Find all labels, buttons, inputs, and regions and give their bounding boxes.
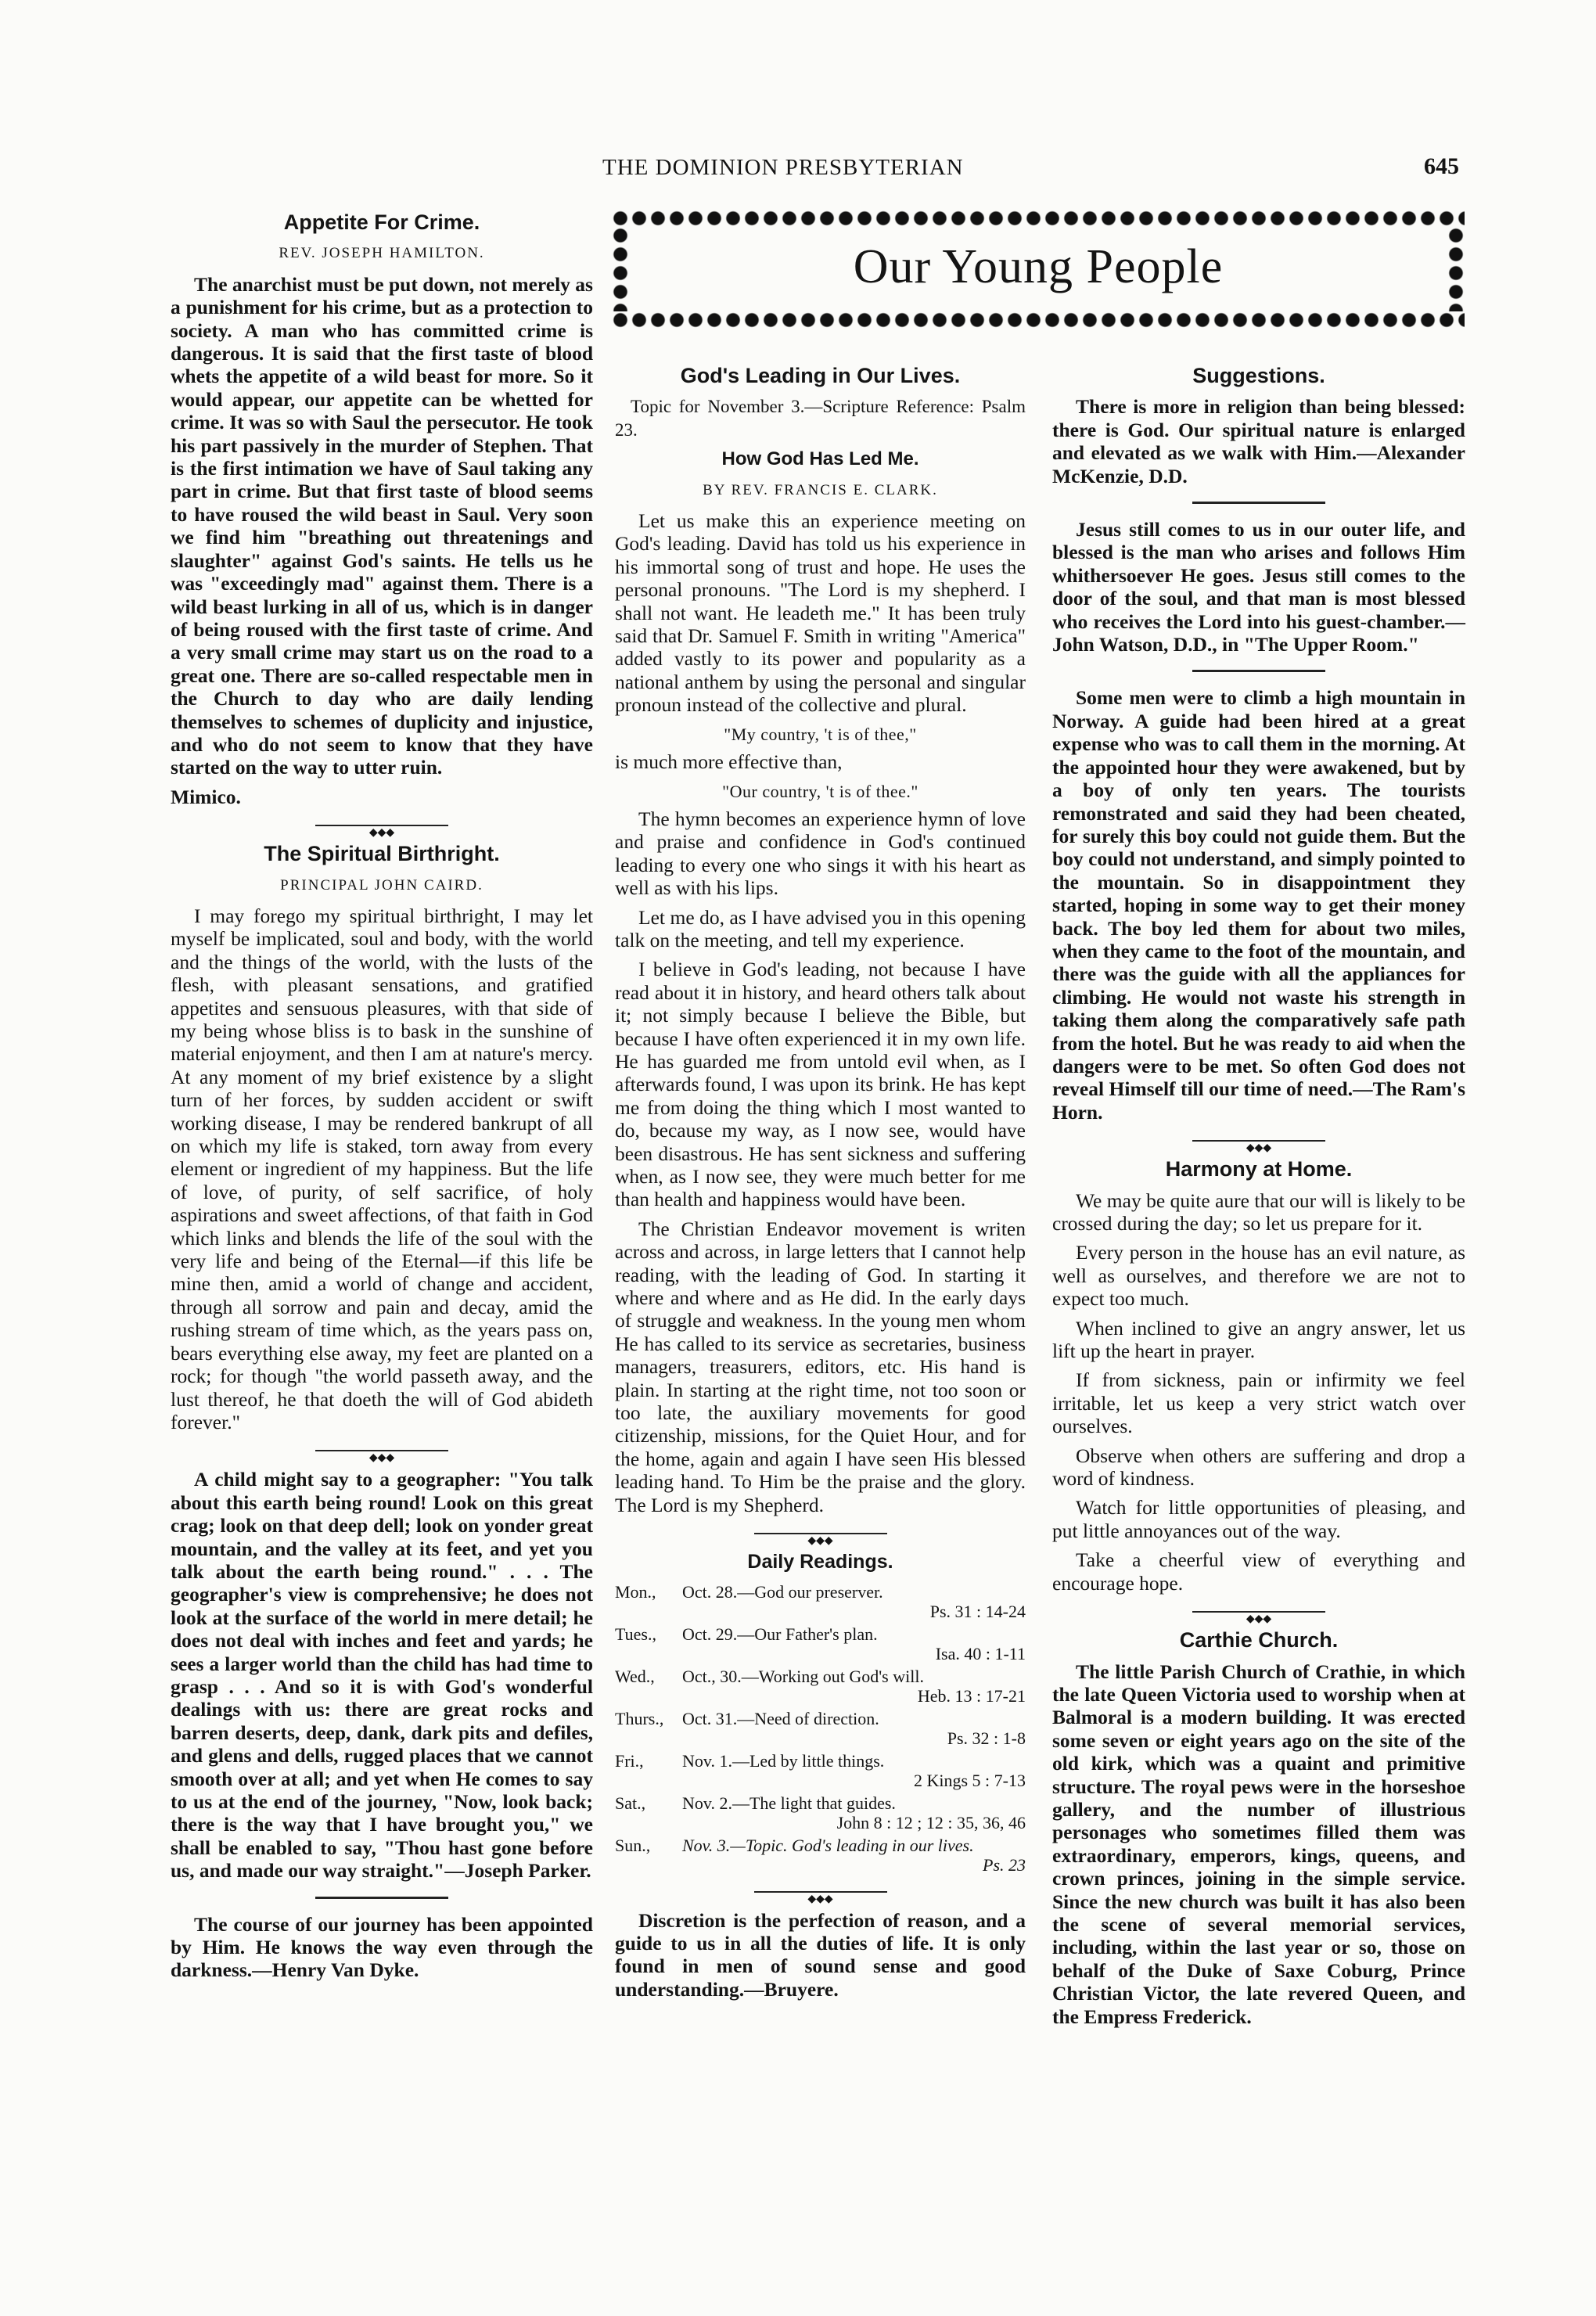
- reading-ref: 2 Kings 5 : 7-13: [914, 1770, 1026, 1790]
- reading-ref: Ps. 23: [983, 1854, 1026, 1875]
- dotted-border-top: [612, 210, 1465, 227]
- list-item: If from sickness, pain or infirmity we feel irritable, let us keep a very strict watch over ourselves.: [1052, 1368, 1465, 1438]
- paragraph: The anarchist must be put down, not merely as a punishment for his crime, but as a protection to society. A man who has committed crime is dangerous. It is said that the first taste of blood whets the appetite of a wild beast for more. So it would appear, our appetite can be whetted for crime. It was so with Saul the persecutor. He took his part passively in the murder of Stephen. That is the first intimation we have of Saul taking any part in crime. But that first taste of blood seems to have roused the wild beast in Saul. Very soon we find him "breathing out threatenings and slaughter" against God's saints. He tells us he was "exceedingly mad" against them. There is a wild beast lurking in all of us, which is in danger of being roused with the first taste of crime. And a very small crime may start us on the road to a great one. There are so-called respectable men in the Church to day who are daily lending themselves to schemes of duplicity and injustice, and who do not seem to know that they have started on the way to utter ruin.: [171, 272, 593, 779]
- left-column: [171, 205, 593, 1988]
- quote-line: "Our country, 't is of thee.": [722, 781, 918, 801]
- reading-text: Nov. 2.—The light that guides.: [682, 1793, 896, 1813]
- right-column: [1052, 358, 1465, 2034]
- reading-item: [615, 1751, 1026, 1790]
- article-title-birthright: The Spiritual Birthright.: [264, 842, 500, 866]
- reading-ref: Ps. 31 : 14-24: [929, 1601, 1026, 1621]
- reading-day: Sat.,: [615, 1793, 646, 1813]
- middle-column: [615, 358, 1026, 2007]
- list-item: When inclined to give an angry answer, let us lift up the heart in prayer.: [1052, 1316, 1465, 1363]
- article-body-carthie: [1052, 1660, 1465, 2029]
- reading-item: [615, 1624, 1026, 1663]
- paragraph: The Christian Endeavor movement is writen across and across, in large letters that I cannot help reading, with the leading of God. In starting it where and where and as He did. In the early days of struggle and weakness. In the young men whom He has called to its service as secretaries, business managers, treasurers, editors, etc. His hand is plain. In starting at the right time, not too soon or too late, the auxiliary movements for good citizenship, missions, for the Quiet Hour, and for the home, again and again I have seen His blessed leading hand. To Him be the praise and the glory. The Lord is my Shepherd.: [615, 1217, 1026, 1516]
- reading-ref: Heb. 13 : 17-21: [917, 1685, 1026, 1706]
- reading-day: Mon.,: [615, 1581, 656, 1602]
- page-number: 645: [1424, 153, 1459, 179]
- signoff: Mimico.: [171, 785, 241, 808]
- reading-item: [615, 1836, 1026, 1875]
- separator-rule: [1192, 502, 1325, 504]
- article-author-birthright: PRINCIPAL JOHN CAIRD.: [280, 876, 483, 894]
- dotted-border-bottom: [612, 311, 1465, 329]
- paragraph: Discretion is the perfection of reason, and a guide to us in all the duties of life. It is only found in men of sound sense and good understanding.—Bruyere.: [615, 1908, 1026, 2001]
- reading-text: Oct. 31.—Need of direction.: [682, 1708, 879, 1728]
- paragraph: Let us make this an experience meeting on God's leading. David has told us his experience in his immortal song of trust and hope. He uses the personal pronouns. "The Lord is my shepherd. I shall not want. He leadeth me." It has been truly said that Dr. Samuel F. Smith in writing "America" added vastly to its power and popularity as a national anthem by using the personal and singular pronoun instead of the collective and plural.: [615, 509, 1026, 717]
- paragraph: I believe in God's leading, not because I have read about it in history, and heard others talk about it; not simply because I believe the Bible, but because I have often experienced it in my own life. He has guarded me from untold evil when, as I afterwards found, I was upon its brink. He has kept me from doing the thing which I most wanted to do, because my way, as I now see, would have been disastrous. He has sent sickness and suffering when, as I now see, they were much better for me than health and happiness would have been.: [615, 958, 1026, 1211]
- reading-item: [615, 1667, 1026, 1706]
- article-body-journey: [171, 1913, 593, 1982]
- article-title-harmony: Harmony at Home.: [1165, 1157, 1353, 1181]
- separator-ornament: ◆◆◆: [754, 1889, 887, 1895]
- list-item: We may be quite aure that our will is likely to be crossed during the day; so let us prepare for it.: [1052, 1189, 1465, 1235]
- reading-text: Nov. 1.—Led by little things.: [682, 1750, 885, 1771]
- article-body-geographer: [171, 1468, 593, 1882]
- article-title-leading: God's Leading in Our Lives.: [680, 364, 961, 387]
- separator-ornament: ◆◆◆: [1192, 1609, 1325, 1615]
- section-banner: [612, 210, 1465, 329]
- article-subtitle: How God Has Led Me.: [721, 448, 919, 470]
- separator-ornament: ◆◆◆: [754, 1530, 887, 1537]
- article-title-carthie: Carthie Church.: [1179, 1628, 1339, 1652]
- article-author-appetite: REV. JOSEPH HAMILTON.: [279, 245, 485, 262]
- topic-line: Topic for November 3.—Scripture Reference: Psalm 23.: [615, 397, 1026, 440]
- running-head: THE DOMINION PRESBYTERIAN: [602, 155, 964, 180]
- reading-day: Wed.,: [615, 1666, 655, 1686]
- reading-text: Oct. 28.—God our preserver.: [682, 1581, 883, 1602]
- article-author-leading: BY REV. FRANCIS E. CLARK.: [703, 481, 938, 498]
- separator-ornament: ◆◆◆: [1192, 1138, 1325, 1144]
- separator-ornament: ◆◆◆: [315, 1448, 448, 1454]
- quote-line: "My country, 't is of thee,": [724, 724, 917, 744]
- reading-item: [615, 1793, 1026, 1832]
- list-item: Take a cheerful view of everything and encourage hope.: [1052, 1548, 1465, 1595]
- list-item: Observe when others are suffering and drop a word of kindness.: [1052, 1444, 1465, 1491]
- paragraph: The course of our journey has been appointed by Him. He knows the way even through the darkness.—Henry Van Dyke.: [171, 1912, 593, 1982]
- article-body-birthright: [171, 904, 593, 1433]
- paragraph: Jesus still comes to us in our outer life, and blessed is the man who arises and follows Him whithersoever He goes. Jesus still comes to the door of the soul, and that man is most blessed who receives the Lord into his guest-chamber.—John Watson, D.D., in "The Upper Room.": [1052, 518, 1465, 656]
- paragraph: A child might say to a geographer: "You talk about this earth being round! Look on this great crag; look on that deep dell; look on yonder great mountain, and the valley at its feet, and yet you talk about the earth being round." . . . The geographer's view is comprehensive; he does not look at the surface of the world in mere detail; he does not deal with inches and feet and yards; he sees a larger world than the child has had time to grasp . . . And so it is with God's wonderful dealings with us: there are great rocks and barren deserts, deep, dank, dark pits and defiles, and glens and dells, rugged places that we cannot smooth over at all; and yet when He comes to say to us at the end of the journey, "Now, look back; there is the way that I have brought you," we shall be enabled to say, "Thou hast gone before us, and made our way straight."—Joseph Parker.: [171, 1468, 593, 1883]
- reading-day: Fri.,: [615, 1750, 644, 1771]
- reading-day: Thurs.,: [615, 1708, 664, 1728]
- paragraph: Let me do, as I have advised you in this opening talk on the meeting, and tell my experience.: [615, 905, 1026, 951]
- article-body-discretion: [615, 1909, 1026, 2001]
- reading-ref: Ps. 32 : 1-8: [947, 1728, 1026, 1748]
- reading-text: Oct. 29.—Our Father's plan.: [682, 1624, 878, 1644]
- separator-rule: [1192, 670, 1325, 672]
- reading-ref: John 8 : 12 ; 12 : 35, 36, 46: [836, 1812, 1026, 1832]
- list-item: Watch for little opportunities of pleasing, and put little annoyances out of the way.: [1052, 1496, 1465, 1542]
- paragraph: The hymn becomes an experience hymn of love and praise and confidence in God's continued leading to every one who sings it with his heart as well as with his lips.: [615, 807, 1026, 900]
- reading-item: [615, 1709, 1026, 1748]
- article-title-suggestions: Suggestions.: [1192, 364, 1325, 387]
- reading-day: Tues.,: [615, 1624, 656, 1644]
- separator-rule: [315, 1897, 448, 1899]
- paragraph: The little Parish Church of Crathie, in which the late Queen Victoria used to worship when at Balmoral is a modern building. It was erected some seven or eight years ago on the site of the old kirk, which was a quaint and primitive structure. The royal pews were in the horseshoe gallery, and the number of illustrious personages who sometimes filled them was extraordinary, emperors, kings, queens, and crown princes, joining in the simple service. Since the new church was built it has also been the scene of several memorial services, including, within the last year or so, those on behalf of the Duke of Saxe Coburg, Prince Christian Victor, the late revered Queen, and the Empress Frederick.: [1052, 1660, 1465, 2028]
- article-body-appetite: [171, 273, 593, 808]
- banner-title: Our Young People: [853, 240, 1224, 293]
- reading-day: Sun.,: [615, 1835, 651, 1855]
- reading-text: Oct., 30.—Working out God's will.: [682, 1666, 924, 1686]
- paragraph: There is more in religion than being blessed: there is God. Our spiritual nature is enlarged and elevated as we walk with Him.—Alexander McKenzie, D.D.: [1052, 395, 1465, 487]
- readings-list: [615, 1582, 1026, 1875]
- paragraph: is much more effective than,: [615, 750, 843, 774]
- paragraph: I may forego my spiritual birthright, I may let myself be implicated, soul and body, with the world and the things of the world, with the lusts of the flesh, with pleasant sensations, and gratified appetites and sensuous pleasures, with that side of my being whose bliss is to bask in the sunshine of material enjoyment, and then I am at nature's mercy. At any moment of my brief existence by a slight turn of her forces, by sudden accident or swift working disease, I may be rendered bankrupt of all on which my life is staked, torn away from every element or ingredient of my happiness. But the life of love, of purity, of self sacrifice, of holy aspirations and sweet affections, of that faith in God which links and blends the life of the soul with the very life and being of the Eternal—if this life be mine then, amid a world of change and accident, through all sorrow and pain and decay, amid the rushing stream of time which, as the years pass on, bears everything else away, my feet are planted on a rock; for though "the world passeth away, and the lust thereof, he that doeth the will of God abideth forever.": [171, 904, 593, 1433]
- reading-item: [615, 1582, 1026, 1621]
- reading-ref: Isa. 40 : 1-11: [935, 1643, 1026, 1663]
- readings-title: Daily Readings.: [747, 1551, 893, 1573]
- reading-text: Nov. 3.—Topic. God's leading in our lives.: [682, 1835, 974, 1855]
- article-title-appetite: Appetite For Crime.: [283, 210, 480, 234]
- separator-ornament: ◆◆◆: [315, 822, 448, 829]
- paragraph: Some men were to climb a high mountain in Norway. A guide had been hired at a great expense who was to call them in the morning. At the appointed hour they were awakened, but by a boy of only ten years. The tourists remonstrated and said they had been cheated, for surely this boy could not guide them. But the boy could not understand, and simply pointed to the mountain. So in disappointment they started, hoping in some way to get their money back. The boy led them for about two miles, when they came to the foot of the mountain, and there was the guide with all the appliances for climbing. He would not waste his strength in taking them along the comparatively safe path from the hotel. But he was ready to aid when the dangers were to be met. So often God does not reveal Himself till our time of need.—The Ram's Horn.: [1052, 686, 1465, 1124]
- list-item: Every person in the house has an evil nature, as well as ourselves, and therefore we are not to expect too much.: [1052, 1241, 1465, 1311]
